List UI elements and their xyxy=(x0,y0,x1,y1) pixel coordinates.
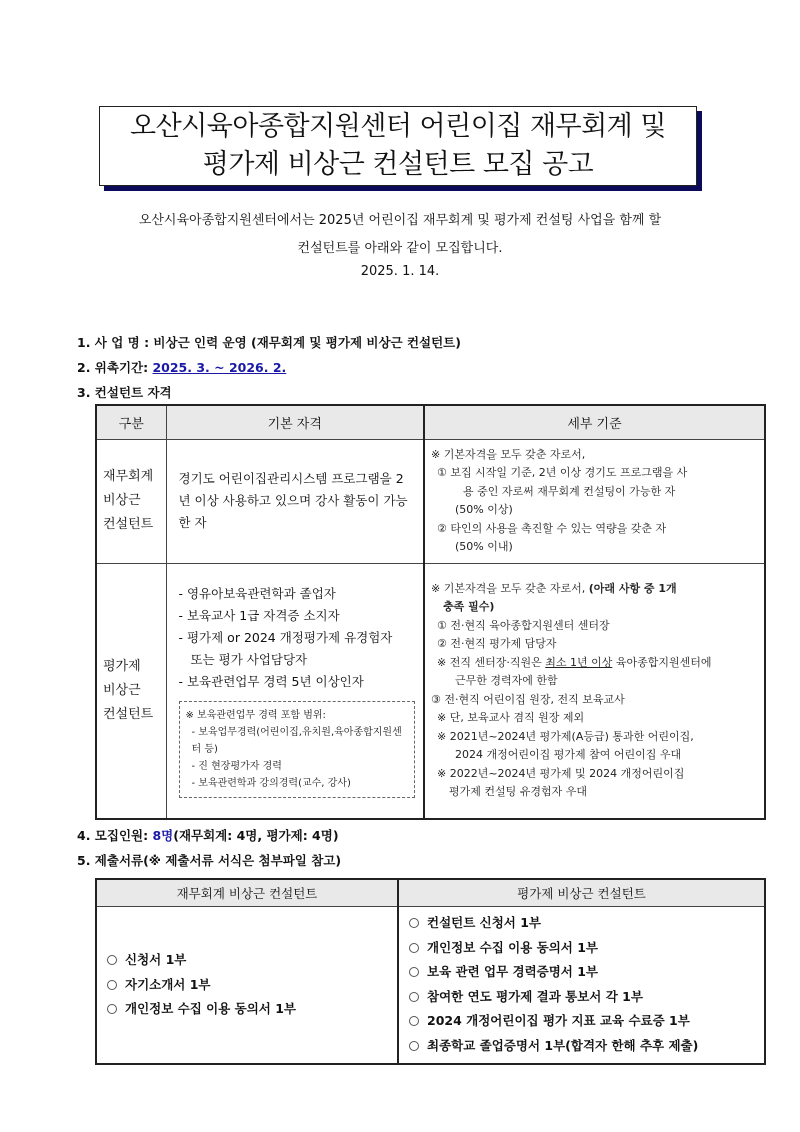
detail-line: ③ 전·현직 어린이집 원장, 전직 보육교사 xyxy=(431,692,625,706)
recruit-count-detail: (재무회계: 4명, 평가제: 4명) xyxy=(173,828,339,843)
detail-line: 평가제 컨설팅 유경험자 우대 xyxy=(449,785,588,799)
header-evaluation-consultant: 평가제 비상근 컨설턴트 xyxy=(398,879,765,906)
circle-bullet-icon xyxy=(409,992,419,1002)
documents-table xyxy=(95,878,766,1065)
list-item-text: 신청서 1부 xyxy=(125,952,187,967)
intro-text-line-1: 오산시육아종합지원센터에서는 2025년 어린이집 재무회계 및 평가제 컨설팅 사업을 함께 할 xyxy=(138,213,662,228)
detail-criteria-finance xyxy=(424,439,765,563)
note-line: - 보육업무경력(어린이집,유치원,육아종합지원센터 등) xyxy=(191,727,402,756)
list-item xyxy=(107,948,387,973)
list-item-text: 보육 관련 업무 경력증명서 1부 xyxy=(427,964,599,980)
detail-text: 육아종합지원센터에 xyxy=(612,655,712,669)
category-evaluation xyxy=(96,563,166,819)
appointment-period-label: 2. 위촉기간: xyxy=(77,360,153,375)
section-appointment-period xyxy=(77,358,286,376)
list-item xyxy=(409,960,754,985)
detail-line: 용 중인 자로써 재무회계 컨설팅이 가능한 자 xyxy=(463,484,676,498)
detail-line xyxy=(431,580,758,599)
category-finance xyxy=(96,439,166,563)
list-item xyxy=(107,997,387,1022)
category-line: 컨설턴트 xyxy=(103,517,154,532)
list-item-text: 개인정보 수집 이용 동의서 1부 xyxy=(427,939,599,955)
experience-scope-note xyxy=(179,701,416,798)
section-documents-heading: 5. 제출서류(※ 제출서류 서식은 첨부파일 참고) xyxy=(77,853,342,868)
circle-bullet-icon xyxy=(107,1004,117,1014)
finance-documents-list xyxy=(96,906,398,1064)
list-item-text: 2024 개정어린이집 평가 지표 교육 수료증 1부 xyxy=(427,1013,690,1029)
detail-line xyxy=(431,654,758,673)
note-line: - 진 현장평가자 경력 xyxy=(191,761,282,773)
basic-line: - 평가제 or 2024 개정평가제 유경험자 xyxy=(178,630,393,646)
list-item xyxy=(409,1009,754,1034)
basic-line: 또는 평가 사업담당자 xyxy=(190,652,308,668)
note-line: ※ 보육관련업무 경력 포함 범위: xyxy=(185,710,326,722)
note-line: - 보육관련학과 강의경력(교수, 강사) xyxy=(191,778,351,790)
documents-row xyxy=(96,906,765,1064)
header-category: 구분 xyxy=(96,405,166,439)
notice-date: 2025. 1. 14. xyxy=(360,264,440,279)
basic-qualification-finance: 경기도 어린이집관리시스템 프로그램을 2년 이상 사용하고 있으며 강사 활동이 가능한 자 xyxy=(166,439,424,563)
qualifications-table xyxy=(95,404,766,820)
basic-line: - 영유아보육관련학과 졸업자 xyxy=(178,586,336,602)
category-line: 재무회계 xyxy=(103,469,154,484)
evaluation-documents-list xyxy=(398,906,765,1064)
qualifications-header-row xyxy=(96,405,765,439)
circle-bullet-icon xyxy=(409,943,419,953)
basic-line: - 보육교사 1급 자격증 소지자 xyxy=(178,608,340,624)
list-item-text: 컨설턴트 신청서 1부 xyxy=(427,915,542,931)
list-item xyxy=(409,985,754,1010)
circle-bullet-icon xyxy=(409,1041,419,1051)
detail-line: ① 전·현직 육아종합지원센터 센터장 xyxy=(437,618,610,632)
list-item xyxy=(409,1034,754,1059)
detail-text-bold: (아래 사항 중 1개 xyxy=(588,581,677,595)
circle-bullet-icon xyxy=(107,955,117,965)
documents-header-row xyxy=(96,879,765,906)
circle-bullet-icon xyxy=(409,967,419,977)
detail-line: ① 보집 시작일 기준, 2년 이상 경기도 프로그램을 사 xyxy=(437,466,688,479)
detail-line: ※ 단, 보육교사 겸직 원장 제외 xyxy=(437,711,585,725)
detail-line: ※ 2022년~2024년 평가제 및 2024 개정어린이집 xyxy=(437,766,685,780)
header-detail-criteria: 세부 기준 xyxy=(424,405,765,439)
recruit-count-total: 8명 xyxy=(152,828,174,843)
list-item xyxy=(409,911,754,936)
detail-line: 충족 필수) xyxy=(443,600,495,614)
list-item xyxy=(409,936,754,961)
category-line: 평가제 xyxy=(103,658,141,674)
notice-title-box xyxy=(99,106,697,186)
detail-line: ※ 기본자격을 모두 갖춘 자로서, xyxy=(431,447,586,461)
basic-qualification-evaluation xyxy=(166,563,424,819)
detail-line: (50% 이상) xyxy=(455,503,513,516)
section-business-name: 1. 사 업 명 : 비상근 인력 운영 (재무회계 및 평가제 비상근 컨설턴트) xyxy=(77,335,461,350)
list-item-text: 참여한 연도 평가제 결과 통보서 각 1부 xyxy=(427,988,643,1004)
section-qualifications-heading: 3. 컨설턴트 자격 xyxy=(77,385,172,400)
table-row-evaluation xyxy=(96,563,765,819)
detail-line: 2024 개정어린이집 평가제 참여 어린이집 우대 xyxy=(455,748,682,762)
circle-bullet-icon xyxy=(409,918,419,928)
category-line: 비상근 xyxy=(103,682,141,698)
circle-bullet-icon xyxy=(107,980,117,990)
detail-line: ※ 2021년~2024년 평가제(A등급) 통과한 어린이집, xyxy=(437,729,694,743)
intro-text-line-2: 컨설턴트를 아래와 같이 모집합니다. xyxy=(297,241,503,256)
list-item-text: 자기소개서 1부 xyxy=(125,976,211,992)
list-item-text: 최종학교 졸업증명서 1부(합격자 한해 추후 제출) xyxy=(427,1037,699,1053)
appointment-period-value[interactable]: 2025. 3. ~ 2026. 2. xyxy=(152,360,287,375)
title-line-1: 오산시육아종합지원센터 어린이집 재무회계 및 xyxy=(130,111,666,142)
recruit-count-label: 4. 모집인원: xyxy=(77,828,153,843)
detail-text-underlined: 최소 1년 이상 xyxy=(545,655,613,669)
detail-criteria-evaluation xyxy=(424,563,765,819)
header-finance-consultant: 재무회계 비상근 컨설턴트 xyxy=(96,879,398,906)
detail-text: ※ 전직 센터장·직원은 xyxy=(437,655,546,669)
header-basic-qualification: 기본 자격 xyxy=(166,405,424,439)
detail-line: (50% 이내) xyxy=(455,540,513,553)
basic-line: - 보육관련업무 경력 5년 이상인자 xyxy=(178,674,364,690)
category-line: 비상근 xyxy=(103,493,141,508)
detail-text: ※ 기본자격을 모두 갖춘 자로서, xyxy=(431,581,589,595)
table-row-finance xyxy=(96,439,765,563)
circle-bullet-icon xyxy=(409,1016,419,1026)
category-line: 컨설턴트 xyxy=(103,706,154,722)
detail-line: ② 전·현직 평가제 담당자 xyxy=(437,637,557,651)
detail-line: 근무한 경력자에 한함 xyxy=(455,674,558,688)
section-recruit-count xyxy=(77,826,339,844)
detail-line: ② 타인의 사용을 촉진할 수 있는 역량을 갖춘 자 xyxy=(437,521,667,535)
list-item-text: 개인정보 수집 이용 동의서 1부 xyxy=(125,1001,297,1016)
list-item xyxy=(107,973,387,998)
title-line-2: 평가제 비상근 컨설턴트 모집 공고 xyxy=(202,149,594,180)
